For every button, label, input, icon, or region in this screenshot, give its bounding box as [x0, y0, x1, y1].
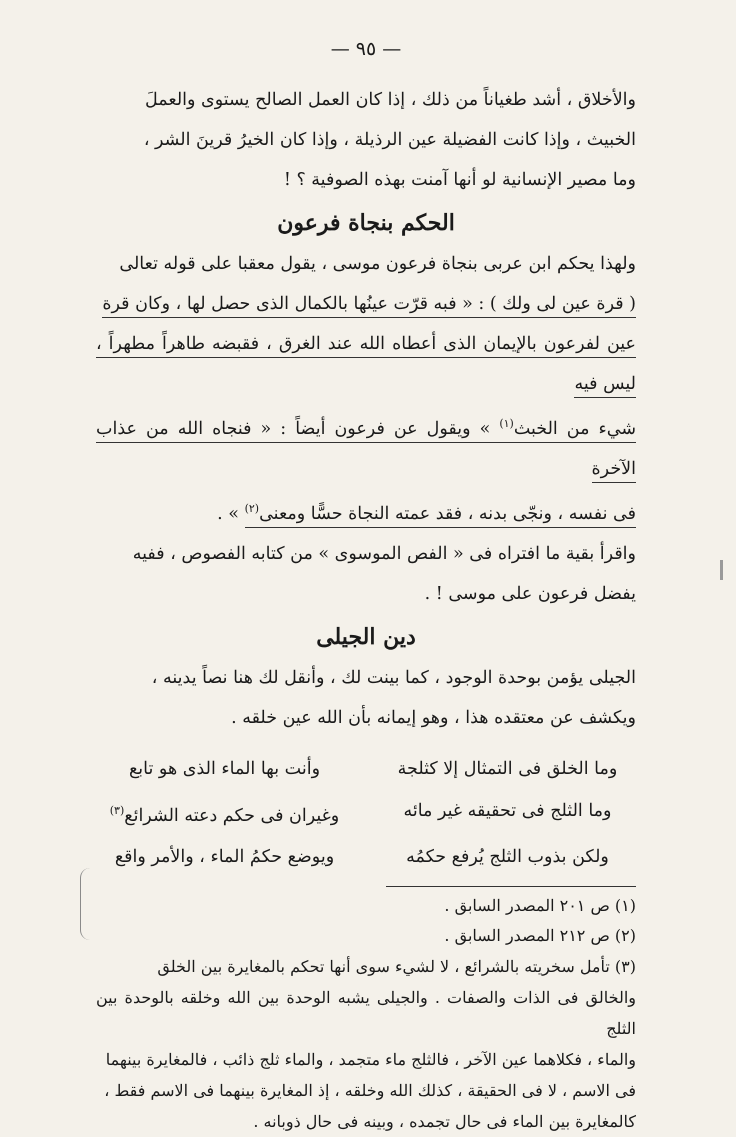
underlined-text: ( قرة عين لى ولك ) : « فبه قرّت عينُها بالكمال الذى حصل لها ، وكان قرة [102, 294, 636, 318]
verse-first-hemistich: وما الثلج فى تحقيقه غير مائه [403, 800, 612, 821]
text-line: (٣) تأمل سخريته بالشرائع ، لا لشيء سوى أنها تحكم بالمغايرة بين الخلق [157, 957, 636, 977]
verse-second-hemistich: ويوضع حكمُ الماء ، والأمر واقع [114, 847, 335, 868]
section-heading-pharaoh: الحكم بنجاة فرعون [277, 210, 455, 236]
poem-verse [96, 836, 636, 878]
paragraph-2 [96, 244, 636, 534]
footnote-1: (١) ص ٢٠١ المصدر السابق . [444, 896, 636, 916]
underlined-text [244, 501, 636, 528]
poem [96, 748, 636, 879]
text-line [96, 404, 636, 489]
text-line: ويكشف عن معتقده هذا ، وهو إيمانه بأن الله عين خلقه . [231, 707, 636, 728]
text-line [96, 284, 636, 324]
footnote-divider [386, 886, 636, 887]
text-line: فى الاسم ، لا فى الحقيقة ، كذلك الله وخلقه ، إذ المغايرة بينهما فى الاسم فقط ، [104, 1081, 636, 1101]
text-line: الخبيث ، وإذا كانت الفضيلة عين الرذيلة ، وإذا كان الخيرُ قرينَ الشر ، [143, 130, 636, 150]
text-line: والخالق فى الذات والصفات . والجيلى يشبه الوحدة بين الله وخلقه بالوحدة بين الثلج [96, 988, 636, 1039]
text-line: ولهذا يحكم ابن عربى بنجاة فرعون موسى ، يقول معقبا على قوله تعالى [119, 254, 636, 274]
poem-verse [96, 748, 636, 790]
text-line: وما مصير الإنسانية لو أنها آمنت بهذه الصوفية ؟ ! [283, 170, 636, 190]
text-line [96, 489, 636, 534]
section-heading-jili: دين الجيلى [316, 623, 416, 650]
footnote-3 [96, 951, 636, 1137]
text-line: الجيلى يؤمن بوحدة الوجود ، كما بينت لك ، وأنقل لك هنا نصاً يدينه ، [151, 667, 636, 688]
text-line: والماء ، فكلاهما عين الآخر ، فالثلج ماء متجمد ، والماء ثلج ذائب ، فالمغايرة بينهما [105, 1050, 636, 1070]
paragraph-4 [96, 658, 636, 738]
text-line: واقرأ بقية ما افتراه فى « الفص الموسوى » من كتابه الفصوص ، ففيه [132, 543, 636, 564]
margin-bracket-mark [80, 868, 99, 940]
text-segment: وغيران فى حكم دعته الشرائع [124, 805, 340, 826]
footnote-ref-2: (٢) [244, 501, 260, 515]
paragraph-1 [96, 80, 636, 200]
verse-first-hemistich: وما الخلق فى التمثال إلا كثلجة [397, 758, 618, 779]
underlined-text [96, 419, 636, 483]
text-segment: » ويقول عن فرعون أيضاً : « فنجاه الله من عذاب الآخرة [96, 418, 636, 479]
page-number: — ٩٥ — [330, 38, 402, 60]
underlined-text: عين لفرعون بالإيمان الذى أعطاه الله عند الغرق ، فقبضه طاهراً مطهراً ، ليس فيه [96, 334, 636, 398]
text-segment: شيء من الخبث [513, 418, 636, 439]
footnote-ref-1: (١) [499, 417, 514, 430]
text-line: يفضل فرعون على موسى ! . [424, 583, 636, 604]
verse-first-hemistich: ولكن بذوب الثلج يُرفع حكمُه [406, 847, 609, 868]
text-line [96, 324, 636, 404]
text-segment: » . [217, 503, 245, 524]
text-line: كالمغايرة بين الماء فى حال تجمده ، وبينه فى حال ذوبانه . [253, 1112, 636, 1132]
paragraph-3 [96, 534, 636, 614]
text-segment: فى نفسه ، ونجّى بدنه ، فقد عمته النجاة حسًّا ومعنى [259, 503, 636, 524]
footnote-ref-3: (٣) [109, 803, 125, 817]
margin-tick-mark [720, 560, 723, 580]
verse-second-hemistich: وأنت بها الماء الذى هو تابع [128, 758, 321, 779]
footnote-2: (٢) ص ٢١٢ المصدر السابق . [444, 926, 636, 946]
text-line: والأخلاق ، أشد طغياناً من ذلك ، إذا كان العمل الصالح يستوى والعملَ [145, 90, 636, 110]
verse-second-hemistich [104, 790, 345, 837]
poem-verse [96, 790, 636, 837]
footnotes [96, 891, 636, 951]
